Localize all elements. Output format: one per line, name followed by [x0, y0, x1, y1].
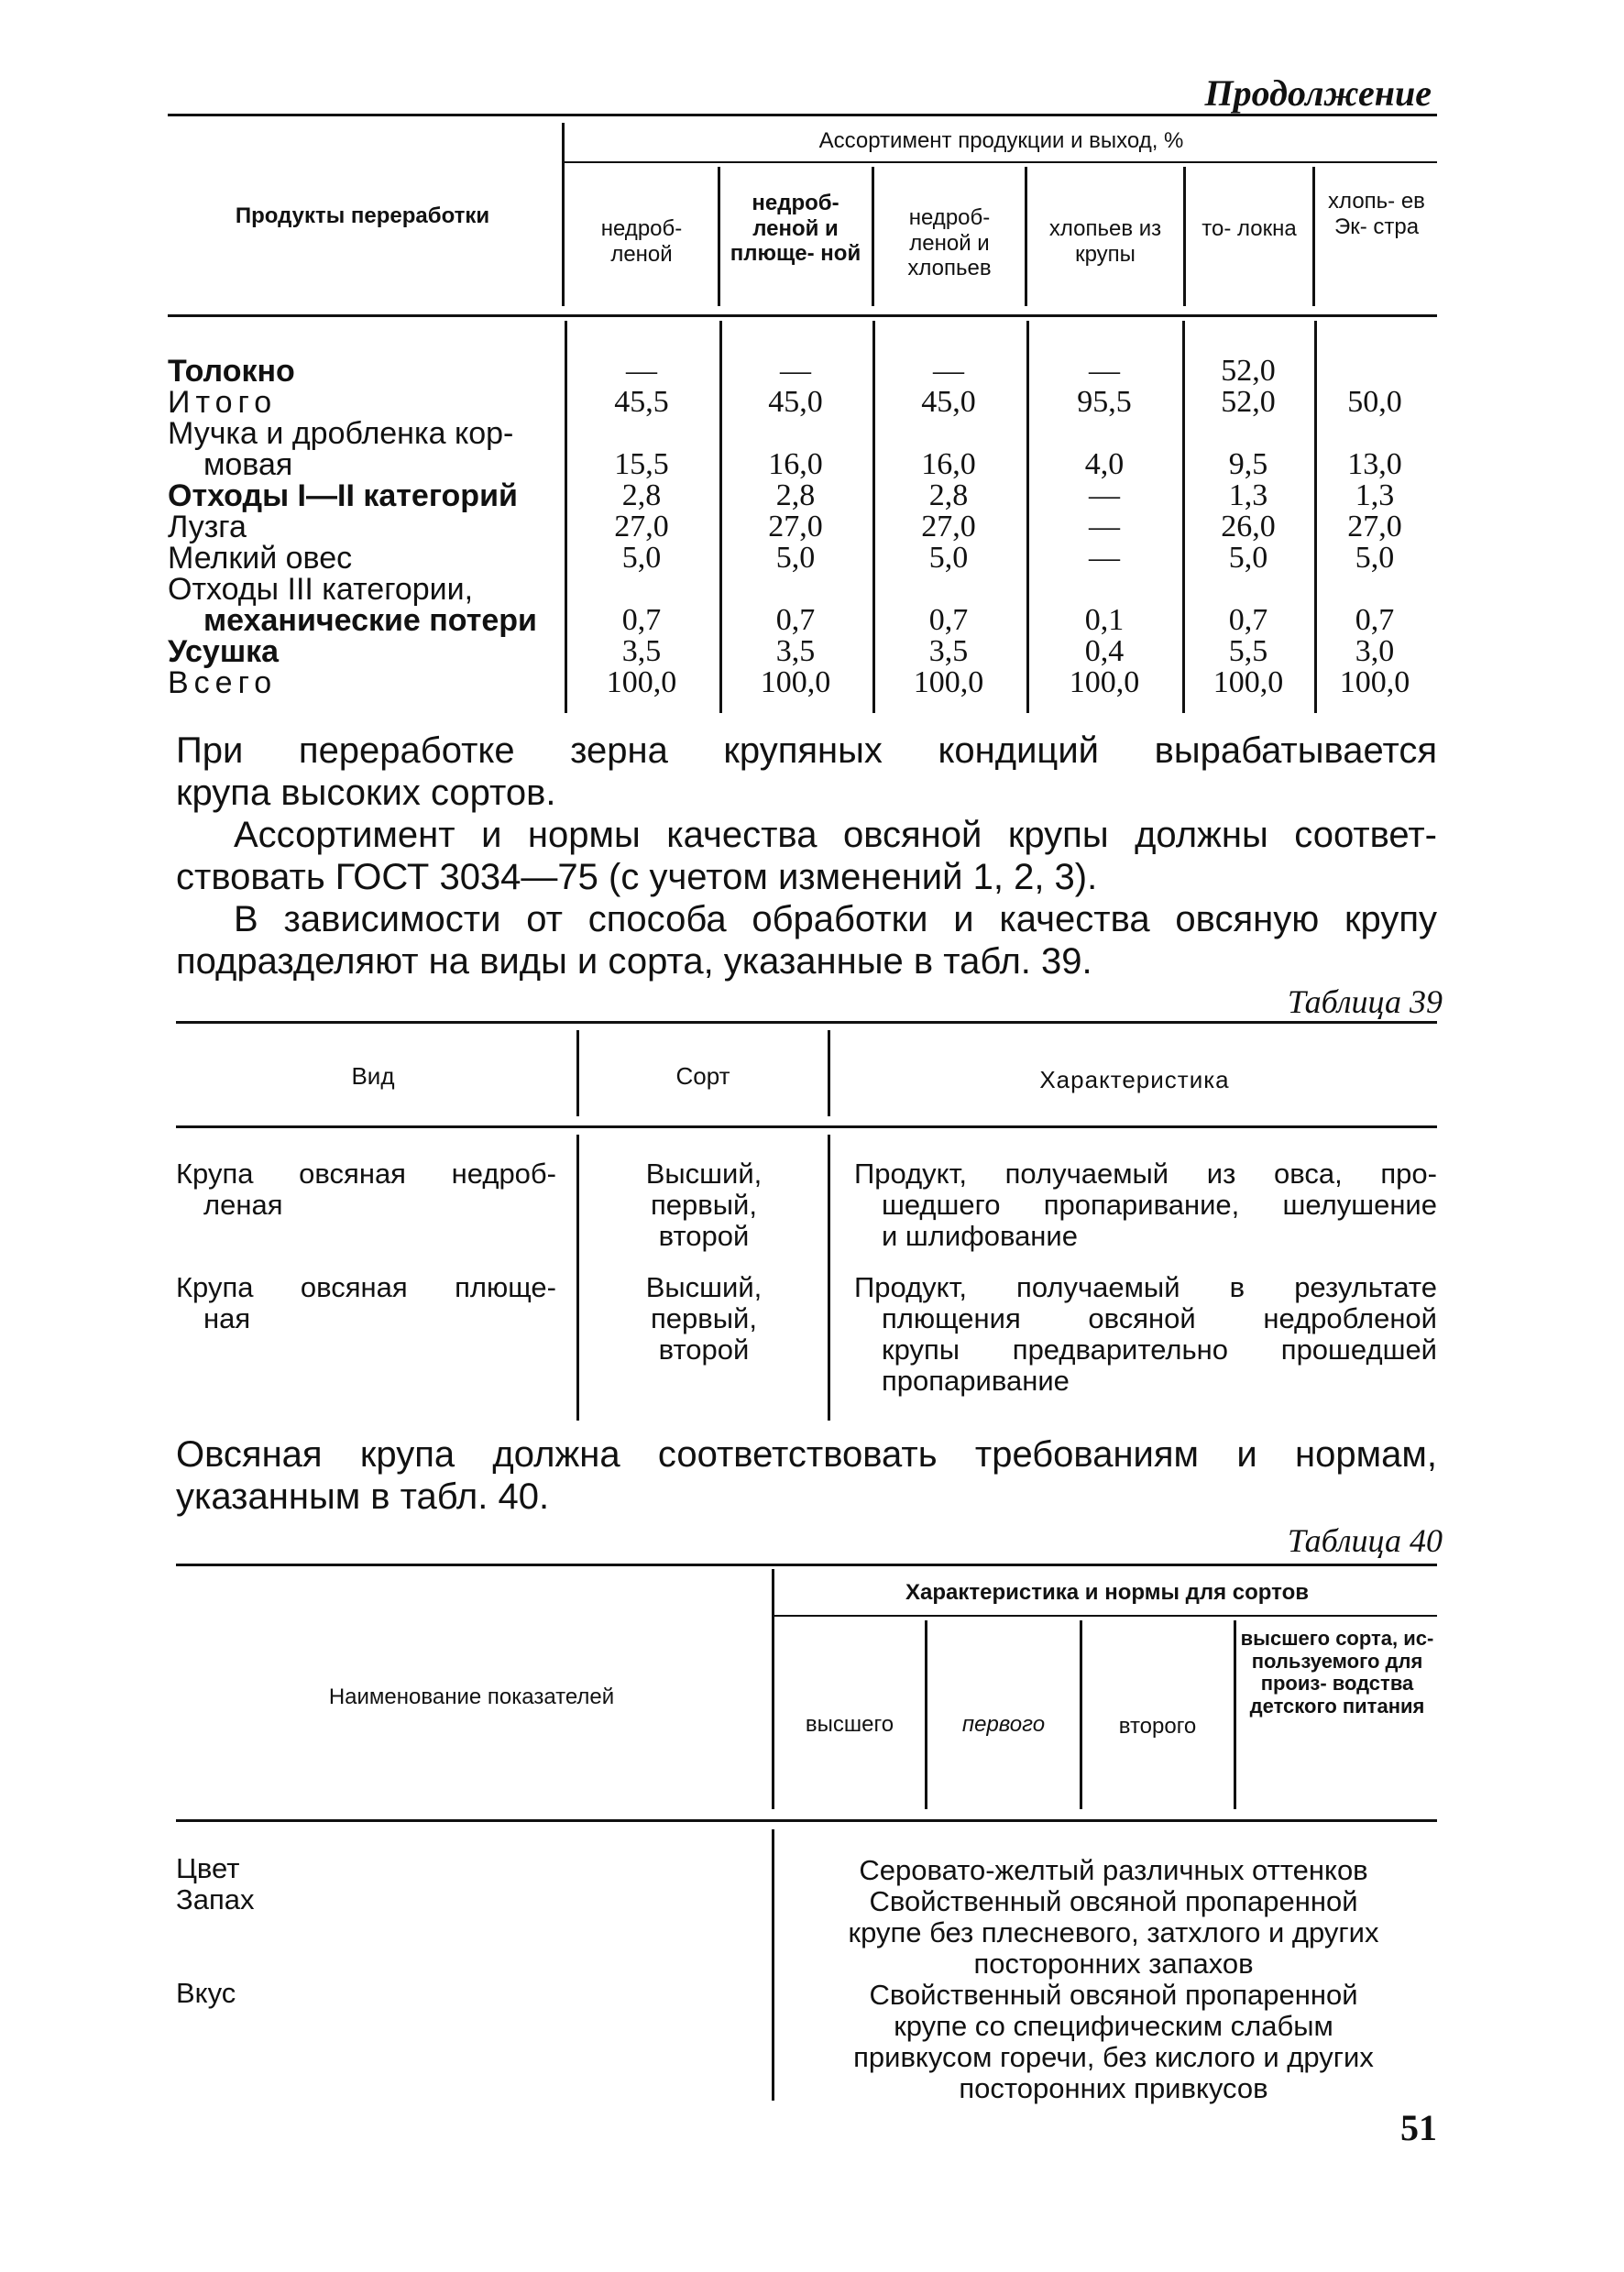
table-vline: [1080, 1620, 1082, 1809]
table-cell: 45,0: [921, 385, 976, 419]
table-cell: 5,0: [928, 541, 969, 575]
table-cell: 100,0: [760, 665, 831, 699]
table-cell: —: [1089, 510, 1120, 543]
table-rule: [168, 314, 1437, 317]
table-rule: [562, 161, 1437, 163]
indicator-name: Запах: [176, 1883, 255, 1915]
row-label: Лузга: [168, 510, 247, 544]
table-vline: [1026, 321, 1029, 713]
table-cell: —: [1089, 541, 1120, 575]
table-cell: 52,0: [1221, 354, 1276, 388]
row-label: Итого: [168, 385, 278, 420]
table-cell: —: [1089, 354, 1120, 388]
table-cell: 27,0: [1347, 510, 1402, 543]
grade: первый,: [651, 1302, 757, 1334]
table-vline: [772, 1829, 774, 2101]
column-header: высшего сорта, ис- пользуемого для произ- водства детского питания: [1240, 1627, 1434, 1718]
table-vline: [872, 321, 875, 713]
paragraph: В зависимости от способа обработки и качества овсяную крупу: [234, 899, 1437, 939]
paragraph: Овсяная крупа должна соответствовать требованиям и нормам,: [176, 1434, 1437, 1475]
table-cell: 16,0: [768, 447, 823, 481]
table-cell: —: [1089, 478, 1120, 512]
table-cell: 16,0: [921, 447, 976, 481]
table-cell: 5,0: [1228, 541, 1268, 575]
table-cell: 0,7: [775, 603, 816, 637]
description: шедшего пропаривание, шелушение: [882, 1189, 1437, 1221]
grade: второй: [658, 1220, 750, 1252]
table-cell: 0,7: [621, 603, 662, 637]
column-header: Наименование показателей: [328, 1685, 615, 1709]
paragraph: подразделяют на виды и сорта, указанные в табл. 39.: [176, 941, 1092, 982]
table-cell: 0,4: [1084, 634, 1125, 668]
table-vline: [772, 1569, 774, 1809]
column-header: второго: [1118, 1714, 1197, 1739]
table-cell: 5,5: [1228, 634, 1268, 668]
table-cell: 2,8: [621, 478, 662, 512]
grain-type: Крупа овсяная недроб-: [176, 1158, 556, 1190]
row-label: Толокно: [168, 354, 295, 389]
paragraph: Ассортимент и нормы качества овсяной крупы должны соответ-: [234, 815, 1437, 855]
table-cell: 27,0: [768, 510, 823, 543]
norm-description: привкусом горечи, без кислого и других: [853, 2041, 1374, 2073]
column-group-header: Характеристика и нормы для сортов: [905, 1580, 1309, 1605]
table-cell: 3,5: [621, 634, 662, 668]
grain-type: Крупа овсяная плюще-: [176, 1271, 556, 1303]
grain-type: леная: [203, 1189, 283, 1221]
column-header: Вид: [351, 1062, 395, 1090]
table-cell: 13,0: [1347, 447, 1402, 481]
grade: первый,: [651, 1189, 757, 1221]
column-header: то- локна: [1202, 216, 1297, 241]
row-label: Мелкий овес: [168, 541, 353, 576]
grade: второй: [658, 1334, 750, 1366]
table-vline: [1025, 167, 1027, 306]
table-cell: 100,0: [1339, 665, 1410, 699]
table-cell: 0,7: [928, 603, 969, 637]
table-cell: 9,5: [1228, 447, 1268, 481]
table-cell: 52,0: [1221, 385, 1276, 419]
table-cell: 95,5: [1077, 385, 1132, 419]
description: Продукт, получаемый в результате: [854, 1271, 1437, 1303]
description: пропаривание: [882, 1365, 1070, 1397]
table-rule: [168, 114, 1437, 116]
column-header: хлопь- ев Эк- стра: [1328, 189, 1425, 239]
row-label: мовая: [203, 447, 293, 482]
table-cell: 3,5: [775, 634, 816, 668]
table-cell: 5,0: [621, 541, 662, 575]
table-cell: 26,0: [1221, 510, 1276, 543]
table-cell: 100,0: [1069, 665, 1140, 699]
row-label: Всего: [168, 665, 278, 700]
description: крупы предварительно прошедшей: [882, 1334, 1437, 1366]
column-header: хлопьев из крупы: [1048, 216, 1162, 267]
table-cell: 0,7: [1228, 603, 1268, 637]
norm-description: крупе без плесневого, затхлого и других: [848, 1916, 1379, 1948]
description: плющения овсяной недробленой: [882, 1302, 1437, 1334]
norm-description: Свойственный овсяной пропаренной: [869, 1979, 1358, 2011]
table-cell: 45,5: [614, 385, 669, 419]
table-vline: [872, 167, 874, 306]
table-cell: 100,0: [606, 665, 677, 699]
table-cell: 2,8: [775, 478, 816, 512]
table-cell: —: [780, 354, 811, 388]
table-vline: [576, 1030, 579, 1116]
table-vline: [828, 1135, 830, 1421]
norm-description: крупе со специфическим слабым: [894, 2010, 1333, 2042]
table-vline: [1312, 167, 1315, 306]
table-cell: 0,7: [1355, 603, 1395, 637]
table-vline: [562, 123, 565, 306]
row-label: Усушка: [168, 634, 280, 669]
table-cell: 3,0: [1355, 634, 1395, 668]
page-number: 51: [1400, 2107, 1437, 2148]
description: Продукт, получаемый из овса, про-: [854, 1158, 1437, 1190]
table-cell: 2,8: [928, 478, 969, 512]
table-vline: [576, 1135, 579, 1421]
grain-type: ная: [203, 1302, 251, 1334]
column-header: недроб- леной и плюще- ной: [730, 191, 861, 267]
row-label: Отходы I—II категорий: [168, 478, 518, 513]
table-caption: Таблица 40: [1287, 1522, 1443, 1559]
grade: Высший,: [645, 1271, 763, 1303]
table-cell: 0,1: [1084, 603, 1125, 637]
table-cell: 15,5: [614, 447, 669, 481]
table-vline: [718, 167, 720, 306]
table-vline: [565, 321, 567, 713]
description: и шлифование: [882, 1220, 1078, 1252]
norm-description: Серовато-желтый различных оттенков: [859, 1854, 1368, 1886]
table-cell: 27,0: [921, 510, 976, 543]
grade: Высший,: [645, 1158, 763, 1190]
table-cell: 27,0: [614, 510, 669, 543]
indicator-name: Вкус: [176, 1977, 236, 2009]
table-cell: 5,0: [1355, 541, 1395, 575]
norm-description: Свойственный овсяной пропаренной: [869, 1885, 1358, 1917]
indicator-name: Цвет: [176, 1852, 240, 1884]
column-header: Продукты переработки: [235, 203, 490, 228]
table-vline: [1234, 1620, 1236, 1809]
table-vline: [1183, 167, 1186, 306]
table-cell: 4,0: [1084, 447, 1125, 481]
column-header: Характеристика: [1039, 1066, 1230, 1093]
row-label: механические потери: [203, 603, 537, 638]
table-cell: 100,0: [1213, 665, 1284, 699]
row-label: Мучка и дробленка кор-: [168, 416, 514, 451]
column-header: Сорт: [675, 1062, 730, 1090]
paragraph: указанным в табл. 40.: [176, 1476, 550, 1517]
table-cell: 45,0: [768, 385, 823, 419]
column-header: недроб- леной: [600, 216, 683, 267]
table-cell: —: [626, 354, 657, 388]
table-cell: 1,3: [1228, 478, 1268, 512]
column-header: первого: [961, 1712, 1046, 1737]
table-vline: [828, 1030, 830, 1116]
column-header: высшего: [805, 1712, 894, 1737]
table-rule: [176, 1564, 1437, 1566]
paragraph: При переработке зерна крупяных кондиций вырабатывается: [176, 730, 1437, 771]
table-rule: [176, 1819, 1437, 1822]
table-caption: Таблица 39: [1287, 983, 1443, 1020]
table-cell: 3,5: [928, 634, 969, 668]
table-cell: 5,0: [775, 541, 816, 575]
continuation-label: Продолжение: [1204, 72, 1432, 114]
table-cell: 1,3: [1355, 478, 1395, 512]
norm-description: посторонних запахов: [973, 1948, 1254, 1980]
table-vline: [925, 1620, 927, 1809]
row-label: Отходы III категории,: [168, 572, 474, 607]
paragraph: ствовать ГОСТ 3034—75 (с учетом изменений 1, 2, 3).: [176, 857, 1098, 897]
table-rule: [176, 1021, 1437, 1024]
table-rule: [176, 1125, 1437, 1128]
table-cell: —: [933, 354, 964, 388]
table-vline: [719, 321, 722, 713]
table-cell: 100,0: [913, 665, 984, 699]
table-cell: 50,0: [1347, 385, 1402, 419]
column-header: недроб- леной и хлопьев: [907, 205, 992, 281]
norm-description: посторонних привкусов: [959, 2072, 1268, 2104]
column-group-header: Ассортимент продукции и выход, %: [818, 128, 1184, 153]
table-rule: [774, 1615, 1437, 1617]
paragraph: крупа высоких сортов.: [176, 773, 556, 813]
